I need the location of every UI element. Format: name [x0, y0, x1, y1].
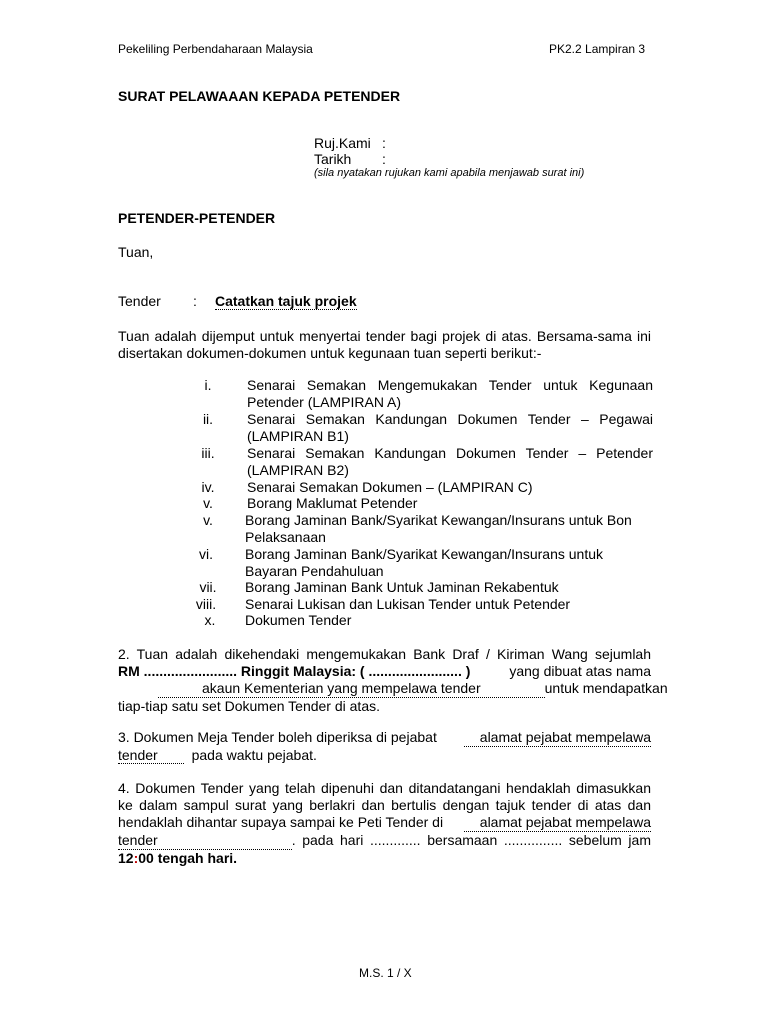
tarikh-colon: : — [382, 151, 386, 167]
document-title: SURAT PELAWAAAN KEPADA PETENDER — [118, 88, 401, 104]
list-item-number: viii. — [195, 596, 217, 612]
list-item: Senarai Semakan Mengemukakan Tender untuk Kegunaan Petender (LAMPIRAN A) — [247, 377, 653, 410]
list-item: Senarai Semakan Kandungan Dokumen Tender – Pegawai (LAMPIRAN B1) — [247, 411, 653, 444]
list-item: Borang Jaminan Bank/Syarikat Kewangan/Insurans untuk Bon Pelaksanaan — [245, 512, 632, 545]
ruj-colon: : — [382, 135, 386, 151]
header-left: Pekeliling Perbendaharaan Malaysia — [118, 42, 313, 56]
list-item: Borang Maklumat Petender — [247, 495, 418, 511]
para2-line-3: akaun Kementerian yang mempelawa tender untuk mendapatkan — [118, 680, 651, 698]
list-item: Senarai Lukisan dan Lukisan Tender untuk Petender — [245, 596, 571, 612]
tender-colon: : — [193, 293, 197, 309]
closing-time: 12:00 tengah hari. — [118, 850, 238, 866]
list-item: Senarai Semakan Kandungan Dokumen Tender – Petender (LAMPIRAN B2) — [247, 445, 653, 478]
ruj-label: Ruj.Kami — [314, 135, 371, 151]
tender-label: Tender — [118, 293, 161, 309]
paragraph-3 — [118, 729, 651, 764]
reference-note: (sila nyatakan rujukan kami apabila menjawab surat ini) — [314, 167, 585, 179]
list-item-number: vii. — [199, 579, 217, 595]
list-item: Senarai Semakan Dokumen – (LAMPIRAN C) — [247, 479, 533, 495]
para4-line-2: ke dalam sampul surat yang berlakri dan bertulis dengan tajuk tender di atas dan — [118, 797, 651, 813]
para2-line-4: tiap-tiap satu set Dokumen Tender di atas. — [118, 698, 381, 714]
page-number: M.S. 1 / X — [359, 966, 412, 980]
header-right: PK2.2 Lampiran 3 — [549, 42, 646, 56]
tender-box-address-field-cont[interactable]: tender — [118, 832, 292, 850]
list-item-number: iv. — [201, 479, 215, 495]
para2-line-2: RM ........................ Ringgit Malaysia: ( ........................ ) yang dibuat atas nama — [118, 663, 651, 679]
para4-line-1: 4. Dokumen Tender yang telah dipenuhi dan ditandatangani hendaklah dimasukkan — [118, 780, 651, 796]
para4-line-4: . pada hari ............. bersamaan ............... sebelum jam — [291, 832, 651, 848]
inspection-address-field-cont[interactable]: tender — [118, 747, 184, 764]
list-item: Borang Jaminan Bank Untuk Jaminan Rekabentuk — [245, 579, 559, 595]
tarikh-label: Tarikh — [314, 151, 352, 167]
payee-field[interactable]: akaun Kementerian yang mempelawa tender — [158, 680, 545, 698]
inspection-address-field[interactable]: alamat pejabat mempelawa — [464, 729, 651, 747]
intro-line-2: disertakan dokumen-dokumen untuk kegunaan tuan seperti berikut:- — [118, 345, 542, 361]
list-item: Dokumen Tender — [245, 612, 352, 628]
list-item-number: i. — [204, 377, 212, 393]
paragraph-4 — [118, 780, 651, 867]
para4-line-3: hendaklah dihantar supaya sampai ke Peti Tender di — [118, 814, 444, 830]
tender-box-address-field[interactable]: alamat pejabat mempelawa — [464, 814, 651, 832]
list-item: Borang Jaminan Bank/Syarikat Kewangan/Insurans untuk Bayaran Pendahuluan — [245, 546, 603, 579]
list-item-number: x. — [204, 612, 216, 628]
list-item-number: ii. — [202, 411, 214, 427]
list-item-number: v. — [203, 512, 213, 528]
list-item-number: v. — [203, 495, 213, 511]
salutation: Tuan, — [118, 244, 154, 260]
intro-line-1: Tuan adalah dijemput untuk menyertai tender bagi projek di atas. Bersama-sama ini — [118, 328, 651, 344]
para3-text: 3. Dokumen Meja Tender boleh diperiksa di pejabat — [118, 729, 437, 745]
list-item-number: vi. — [199, 546, 213, 562]
intro-paragraph — [118, 328, 651, 362]
list-item-number: iii. — [201, 445, 215, 461]
recipient: PETENDER-PETENDER — [118, 210, 276, 226]
paragraph-2 — [118, 646, 668, 715]
para3-tail: pada waktu pejabat. — [191, 747, 317, 763]
tender-title-field[interactable]: Catatkan tajuk projek — [215, 293, 357, 309]
amount-field[interactable]: RM ........................ Ringgit Malaysia: ( ........................ ) — [118, 663, 471, 679]
para2-line-1: 2. Tuan adalah dikehendaki mengemukakan Bank Draf / Kiriman Wang sejumlah — [118, 646, 651, 662]
